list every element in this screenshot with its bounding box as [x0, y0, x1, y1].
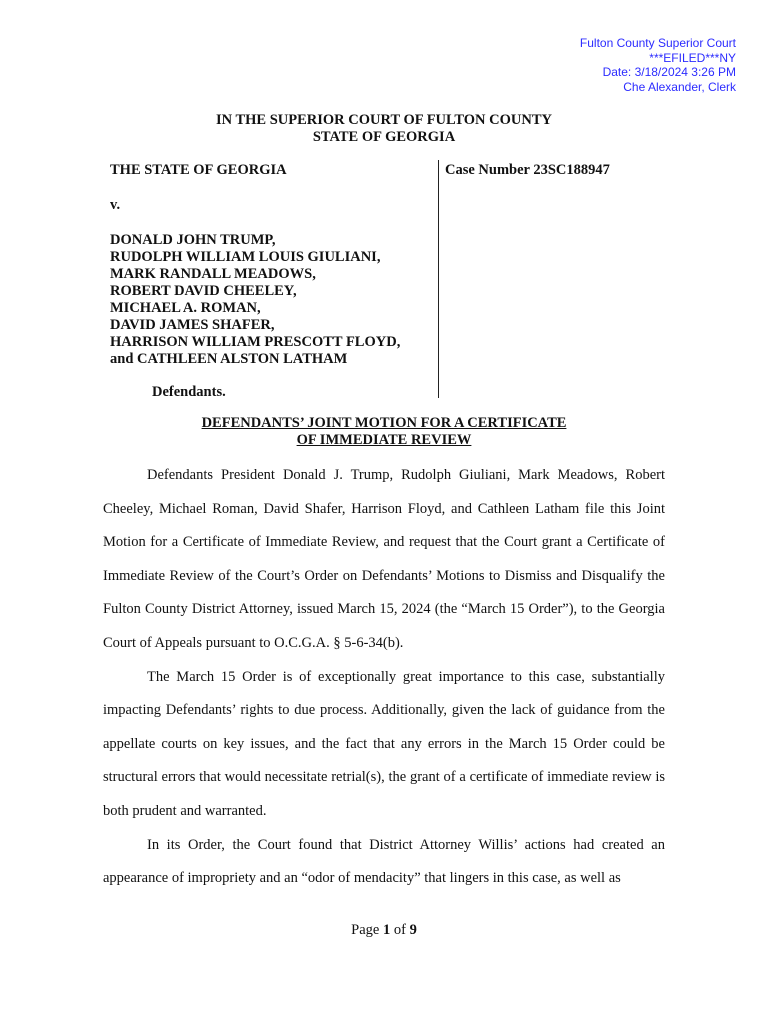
defendant-name: MARK RANDALL MEADOWS,	[110, 266, 316, 282]
defendant-name: and CATHLEEN ALSTON LATHAM	[110, 351, 348, 367]
defendant-list	[110, 232, 434, 368]
body-paragraph: In its Order, the Court found that District Attorney Willis’ actions had created an appearance of impropriety and an “odor of mendacity” that lingers in this case, as well as	[103, 836, 665, 887]
motion-body	[103, 459, 665, 896]
of-word: of	[393, 922, 406, 938]
caption-divider	[438, 160, 439, 398]
defendant-name: DONALD JOHN TRUMP,	[110, 232, 276, 248]
case-number: Case Number 23SC188947	[445, 162, 610, 178]
page-footer	[0, 921, 768, 939]
body-paragraph: The March 15 Order is of exceptionally great importance to this case, substantially impacting Defendants’ rights to due process. Additionally, given the lack of guidance from the appellate courts on key issues, and the fact that any errors in the March 15 Order could be structural errors that would necessitate retrial(s), the grant of a certificate of immediate review is both prudent and warranted.	[103, 668, 665, 819]
defendant-name: RUDOLPH WILLIAM LOUIS GIULIANI,	[110, 249, 381, 265]
case-caption	[110, 162, 434, 401]
defendant-name: DAVID JAMES SHAFER,	[110, 317, 275, 333]
defendant-name: HARRISON WILLIAM PRESCOTT FLOYD,	[110, 334, 401, 350]
page-current: 1	[382, 922, 391, 938]
body-paragraph: Defendants President Donald J. Trump, Rudolph Giuliani, Mark Meadows, Robert Cheeley, Michael Roman, David Shafer, Harrison Floyd, and Cathleen Latham file this Joint Motion for a Certificate of Immediate Review, and request that the Court grant a Certificate of Immediate Review of the Court’s Order on Defendants’ Motions to Dismiss and Disqualify the Fulton County District Attorney, issued March 15, 2024 (the “March 15 Order”), to the Georgia Court of Appeals pursuant to O.C.G.A. § 5-6-34(b).	[103, 467, 665, 651]
versus-label: v.	[110, 197, 121, 213]
page-word: Page	[351, 922, 380, 938]
court-name: IN THE SUPERIOR COURT OF FULTON COUNTY	[215, 112, 552, 128]
motion-title	[0, 415, 768, 449]
defendants-label: Defendants.	[152, 384, 226, 400]
motion-title-line: DEFENDANTS’ JOINT MOTION FOR A CERTIFICATE	[201, 415, 567, 431]
stamp-clerk: Che Alexander, Clerk	[623, 79, 736, 94]
court-state: STATE OF GEORGIA	[312, 129, 456, 145]
efiling-stamp	[580, 36, 736, 94]
motion-title-line: OF IMMEDIATE REVIEW	[296, 432, 472, 448]
page-total: 9	[409, 922, 417, 938]
plaintiff-name: THE STATE OF GEORGIA	[110, 162, 287, 178]
defendant-name: ROBERT DAVID CHEELEY,	[110, 283, 297, 299]
stamp-efiled: ***EFILED***NY	[649, 50, 736, 65]
stamp-court: Fulton County Superior Court	[579, 36, 736, 50]
defendant-name: MICHAEL A. ROMAN,	[110, 300, 261, 316]
court-heading	[0, 112, 768, 146]
stamp-date: Date: 3/18/2024 3:26 PM	[602, 65, 736, 79]
